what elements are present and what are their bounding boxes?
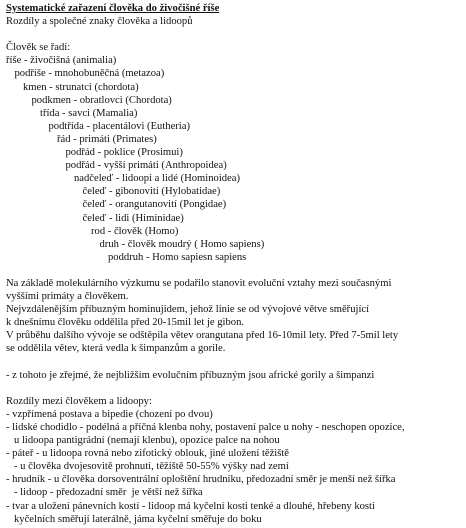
- classification-item: podřád - vyšší primáti (Anthropoidea): [65, 160, 227, 172]
- classification-item: čeleď - orangutanovití (Pongidae): [82, 199, 227, 211]
- paragraph-line: Nejvzdálenějším příbuzným hominujidem, jehož linie se od vývojové větve směřující: [6, 304, 370, 316]
- classification-item: čeleď - gibonovití (Hylobatidae): [82, 186, 221, 198]
- paragraph-line: V průběhu dalšího vývoje se odštěpila větev orangutana před 16-10mil lety. Před 7-5mil lety: [6, 330, 399, 342]
- classification-item: kmen - strunatci (chordota): [23, 81, 139, 93]
- difference-item: u lidoopa pantigrádní (nemají klenbu), opozice palce na nohou: [14, 435, 280, 447]
- classification-item: nadčeleď - lidoopi a lidé (Hominoidea): [74, 173, 240, 185]
- conclusion-line: - z tohoto je zřejmé, že nejbližším evolučním příbuzným jsou africké gorily a šimpanzi: [6, 369, 375, 381]
- paragraph-line: vyššími primáty a člověkem.: [6, 291, 129, 303]
- classification-item: čeleď - lidi (Himinidae): [82, 212, 184, 224]
- classification-list: [6, 54, 452, 264]
- difference-item: - páteř - u lidoopa rovná nebo zifotický oblouk, jiné uložení těžiště: [6, 448, 290, 460]
- document-subtitle: Rozdíly a společné znaky člověka a lidoopů: [6, 16, 193, 28]
- classification-item: poddruh - Homo sapiesn sapiens: [108, 251, 247, 263]
- evolution-paragraph: [6, 277, 452, 356]
- difference-item: kyčelních směřují laterálně, jáma kyčelní směřuje do boku: [14, 513, 262, 525]
- classification-item: třída - savci (Mamalia): [40, 107, 138, 119]
- difference-item: - hrudník - u člověka dorsoventrální oploštění hrudníku, předozadní směr je menší než šířka: [6, 474, 396, 486]
- difference-item: - tvar a uložení pánevních kostí - lidoop má kyčelní kosti tenké a dlouhé, hřebeny kostí: [6, 500, 375, 512]
- differences-heading: Rozdíly mezi člověkem a lidoopy:: [6, 395, 152, 407]
- document-title: Systematické zařazení člověka do živočišné říše: [6, 3, 220, 14]
- classification-item: podkmen - obratlovci (Chordota): [31, 94, 172, 106]
- differences-list: [6, 408, 452, 526]
- classification-item: podříše - mnohobuněčná (metazoa): [14, 68, 165, 80]
- paragraph-line: k dnešnímu člověku oddělila před 20-15mil let je gibon.: [6, 317, 245, 329]
- classification-item: řád - primáti (Primates): [57, 133, 157, 145]
- blank-line: [6, 356, 452, 369]
- classification-item: podřád - poklice (Prosimui): [65, 147, 183, 159]
- classification-item: druh - člověk moudrý ( Homo sapiens): [99, 238, 265, 250]
- difference-item: - lidské chodidlo - podélná a příčná klenba nohy, postavení palce u nohy - neschopen opozice,: [6, 422, 405, 433]
- blank-line: [6, 264, 452, 277]
- difference-item: - u člověka dvojesovitě prohnutí, těžiště 50-55% výšky nad zemí: [14, 461, 289, 473]
- blank-line: [6, 28, 452, 41]
- classification-heading: Člověk se řadí:: [6, 42, 71, 54]
- blank-line: [6, 382, 452, 395]
- classification-item: říše - živočišná (animalia): [6, 55, 117, 67]
- paragraph-line: Na základě molekulárního výzkumu se podařilo stanovit evoluční vztahy mezi současnými: [6, 277, 392, 289]
- difference-item: - vzpřímená postava a bipedie (chození po dvou): [6, 408, 213, 420]
- difference-item: - lidoop - předozadní směr je větší než šířka: [14, 487, 203, 499]
- classification-item: rod - člověk (Homo): [91, 225, 179, 237]
- paragraph-line: se oddělila větev, která vedla k šimpanzům a gorile.: [6, 343, 226, 355]
- classification-item: podtřída - placentálovi (Eutheria): [48, 120, 190, 132]
